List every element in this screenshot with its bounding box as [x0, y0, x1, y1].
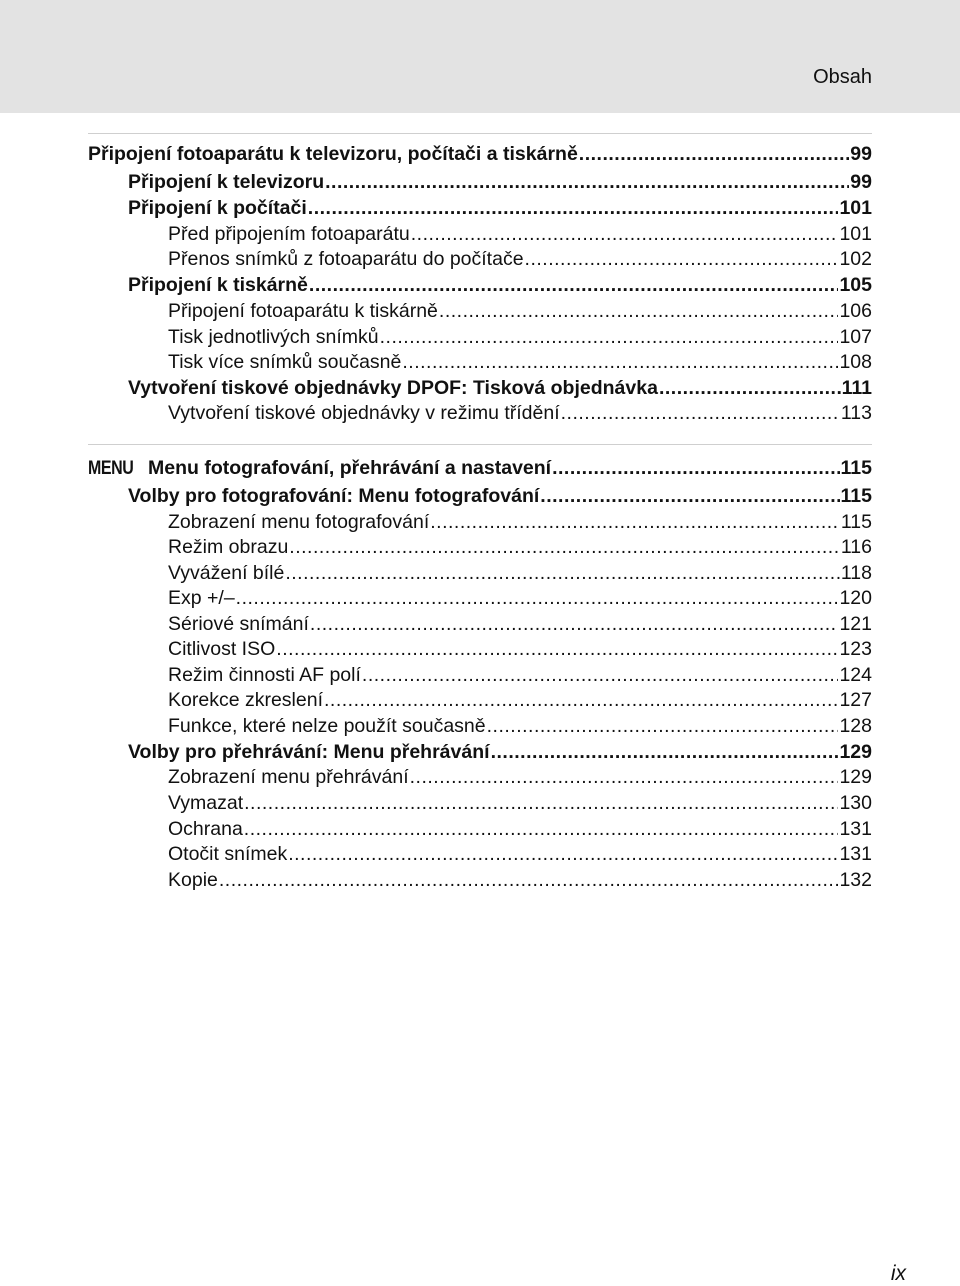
toc-entry[interactable]: [128, 195, 872, 221]
toc-entry-title: Exp +/–: [168, 587, 235, 609]
toc-leader-dots: [411, 221, 839, 247]
toc-entry-page: 131: [839, 818, 872, 840]
page-number: ix: [890, 1262, 906, 1285]
toc-entry[interactable]: [88, 455, 872, 481]
toc-entry[interactable]: [168, 611, 872, 637]
toc-entry-title: Připojení k televizoru: [128, 171, 325, 193]
toc-entry-page: 101: [839, 197, 872, 219]
toc-entry-title: Připojení fotoaparátu k televizoru, počítači a tiskárně: [88, 143, 578, 165]
toc-entry-page: 108: [839, 351, 872, 373]
toc-entry-title: Citlivost ISO: [168, 638, 276, 660]
toc-leader-dots: [324, 687, 838, 713]
toc-leader-dots: [430, 509, 840, 535]
toc-entry-page: 102: [839, 248, 872, 270]
toc-leader-dots: [285, 560, 840, 586]
toc-leader-dots: [276, 636, 838, 662]
toc-entry-page: 99: [850, 171, 872, 193]
toc-leader-dots: [288, 841, 838, 867]
toc-entry[interactable]: [168, 534, 872, 560]
toc-entry[interactable]: [168, 790, 872, 816]
toc-entry-title: Ochrana: [168, 818, 243, 840]
toc-leader-dots: [310, 611, 839, 637]
toc-entry[interactable]: [168, 585, 872, 611]
toc-entry-title: Před připojením fotoaparátu: [168, 223, 410, 245]
toc-entry-page: 132: [839, 869, 872, 891]
toc-leader-dots: [579, 141, 850, 167]
toc-entry-page: 116: [840, 536, 872, 558]
toc-entry-page: 105: [839, 274, 872, 296]
toc-entry-title: Režim obrazu: [168, 536, 289, 558]
toc-entry[interactable]: [168, 687, 872, 713]
toc-leader-dots: [325, 169, 849, 195]
toc-leader-dots: [561, 400, 840, 426]
toc-entry[interactable]: [128, 272, 872, 298]
toc-leader-dots: [439, 298, 839, 324]
menu-icon: MENU: [88, 457, 134, 479]
divider-rule: [88, 444, 872, 445]
toc-leader-dots: [525, 246, 839, 272]
toc-leader-dots: [552, 455, 839, 481]
toc-entry-page: 131: [839, 843, 872, 865]
toc-entry-title: Tisk jednotlivých snímků: [168, 326, 379, 348]
toc-entry-title: Volby pro přehrávání: Menu přehrávání: [128, 741, 490, 763]
toc-leader-dots: [309, 272, 839, 298]
toc-entry-page: 115: [840, 457, 872, 479]
toc-entry[interactable]: [128, 483, 872, 509]
toc-leader-dots: [410, 764, 839, 790]
toc-leader-dots: [219, 867, 839, 893]
toc-leader-dots: [659, 375, 841, 401]
toc-leader-dots: [491, 739, 839, 765]
toc-leader-dots: [289, 534, 840, 560]
toc-entry-title: Volby pro fotografování: Menu fotografování: [128, 485, 540, 507]
toc-entry-page: 130: [839, 792, 872, 814]
toc-entry-page: 123: [839, 638, 872, 660]
toc-entry[interactable]: [168, 713, 872, 739]
toc-leader-dots: [402, 349, 838, 375]
toc-entry-title: Režim činnosti AF polí: [168, 664, 361, 686]
toc-entry-title: Přenos snímků z fotoaparátu do počítače: [168, 248, 524, 270]
toc-entry-title: Tisk více snímků současně: [168, 351, 402, 373]
toc-entry-page: 115: [840, 485, 872, 507]
toc-entry-page: 99: [850, 143, 872, 165]
toc-leader-dots: [362, 662, 839, 688]
section-label: Obsah: [813, 66, 872, 88]
toc-entry[interactable]: [168, 324, 872, 350]
divider-rule: [88, 133, 872, 134]
toc-entry[interactable]: [168, 509, 872, 535]
toc-entry-title: Připojení k tiskárně: [128, 274, 308, 296]
toc-leader-dots: [244, 816, 839, 842]
toc-entry-title: Připojení fotoaparátu k tiskárně: [168, 300, 438, 322]
toc-leader-dots: [308, 195, 839, 221]
toc-leader-dots: [236, 585, 839, 611]
toc-entry[interactable]: [168, 400, 872, 426]
toc-entry-page: 118: [840, 562, 872, 584]
toc-entry-page: 115: [840, 511, 872, 533]
toc-entry[interactable]: [128, 169, 872, 195]
toc-entry-page: 120: [839, 587, 872, 609]
toc-entry-title: Vymazat: [168, 792, 244, 814]
toc-entry-title: Zobrazení menu přehrávání: [168, 766, 409, 788]
toc-entry-page: 101: [839, 223, 872, 245]
toc-entry-page: 128: [839, 715, 872, 737]
toc-entry[interactable]: [168, 349, 872, 375]
toc-leader-dots: [487, 713, 839, 739]
toc-entry[interactable]: [168, 636, 872, 662]
toc-entry-title: Vytvoření tiskové objednávky DPOF: Tisková objednávka: [128, 377, 658, 399]
toc-entry-title: Kopie: [168, 869, 218, 891]
toc-entry[interactable]: [168, 560, 872, 586]
toc-entry-page: 106: [839, 300, 872, 322]
toc-leader-dots: [540, 483, 839, 509]
toc-entry-title: Vytvoření tiskové objednávky v režimu třídění: [168, 402, 560, 424]
toc-entry-title: Připojení k počítači: [128, 197, 307, 219]
toc-entry-title: Sériové snímání: [168, 613, 309, 635]
toc-entry-title: Otočit snímek: [168, 843, 288, 865]
toc-entry[interactable]: [168, 764, 872, 790]
toc-entry[interactable]: [128, 739, 872, 765]
toc-entry-page: 111: [841, 377, 872, 399]
toc-entry[interactable]: [168, 298, 872, 324]
toc-entry-page: 127: [839, 689, 872, 711]
toc-entry-title: Vyvážení bílé: [168, 562, 285, 584]
toc-entry[interactable]: [168, 662, 872, 688]
toc-entry-title: Korekce zkreslení: [168, 689, 323, 711]
toc-entry[interactable]: [168, 246, 872, 272]
toc-entry-page: 124: [839, 664, 872, 686]
toc-entry-page: 129: [839, 766, 872, 788]
toc-entry-page: 113: [840, 402, 872, 424]
toc-entry-page: 107: [839, 326, 872, 348]
toc-entry-title: Funkce, které nelze použít současně: [168, 715, 486, 737]
toc-entry[interactable]: [168, 221, 872, 247]
toc-entry[interactable]: [168, 841, 872, 867]
toc-entry-page: 121: [839, 613, 872, 635]
toc-entry-page: 129: [839, 741, 872, 763]
toc-entry[interactable]: [168, 867, 872, 893]
toc-entry[interactable]: [88, 141, 872, 167]
toc-leader-dots: [244, 790, 838, 816]
toc-entry-title: Zobrazení menu fotografování: [168, 511, 430, 533]
toc-entry[interactable]: [128, 375, 872, 401]
toc-entry-title: Menu fotografování, přehrávání a nastavení: [148, 457, 552, 479]
toc-entry[interactable]: [168, 816, 872, 842]
toc-leader-dots: [380, 324, 839, 350]
header-band: [0, 0, 960, 113]
